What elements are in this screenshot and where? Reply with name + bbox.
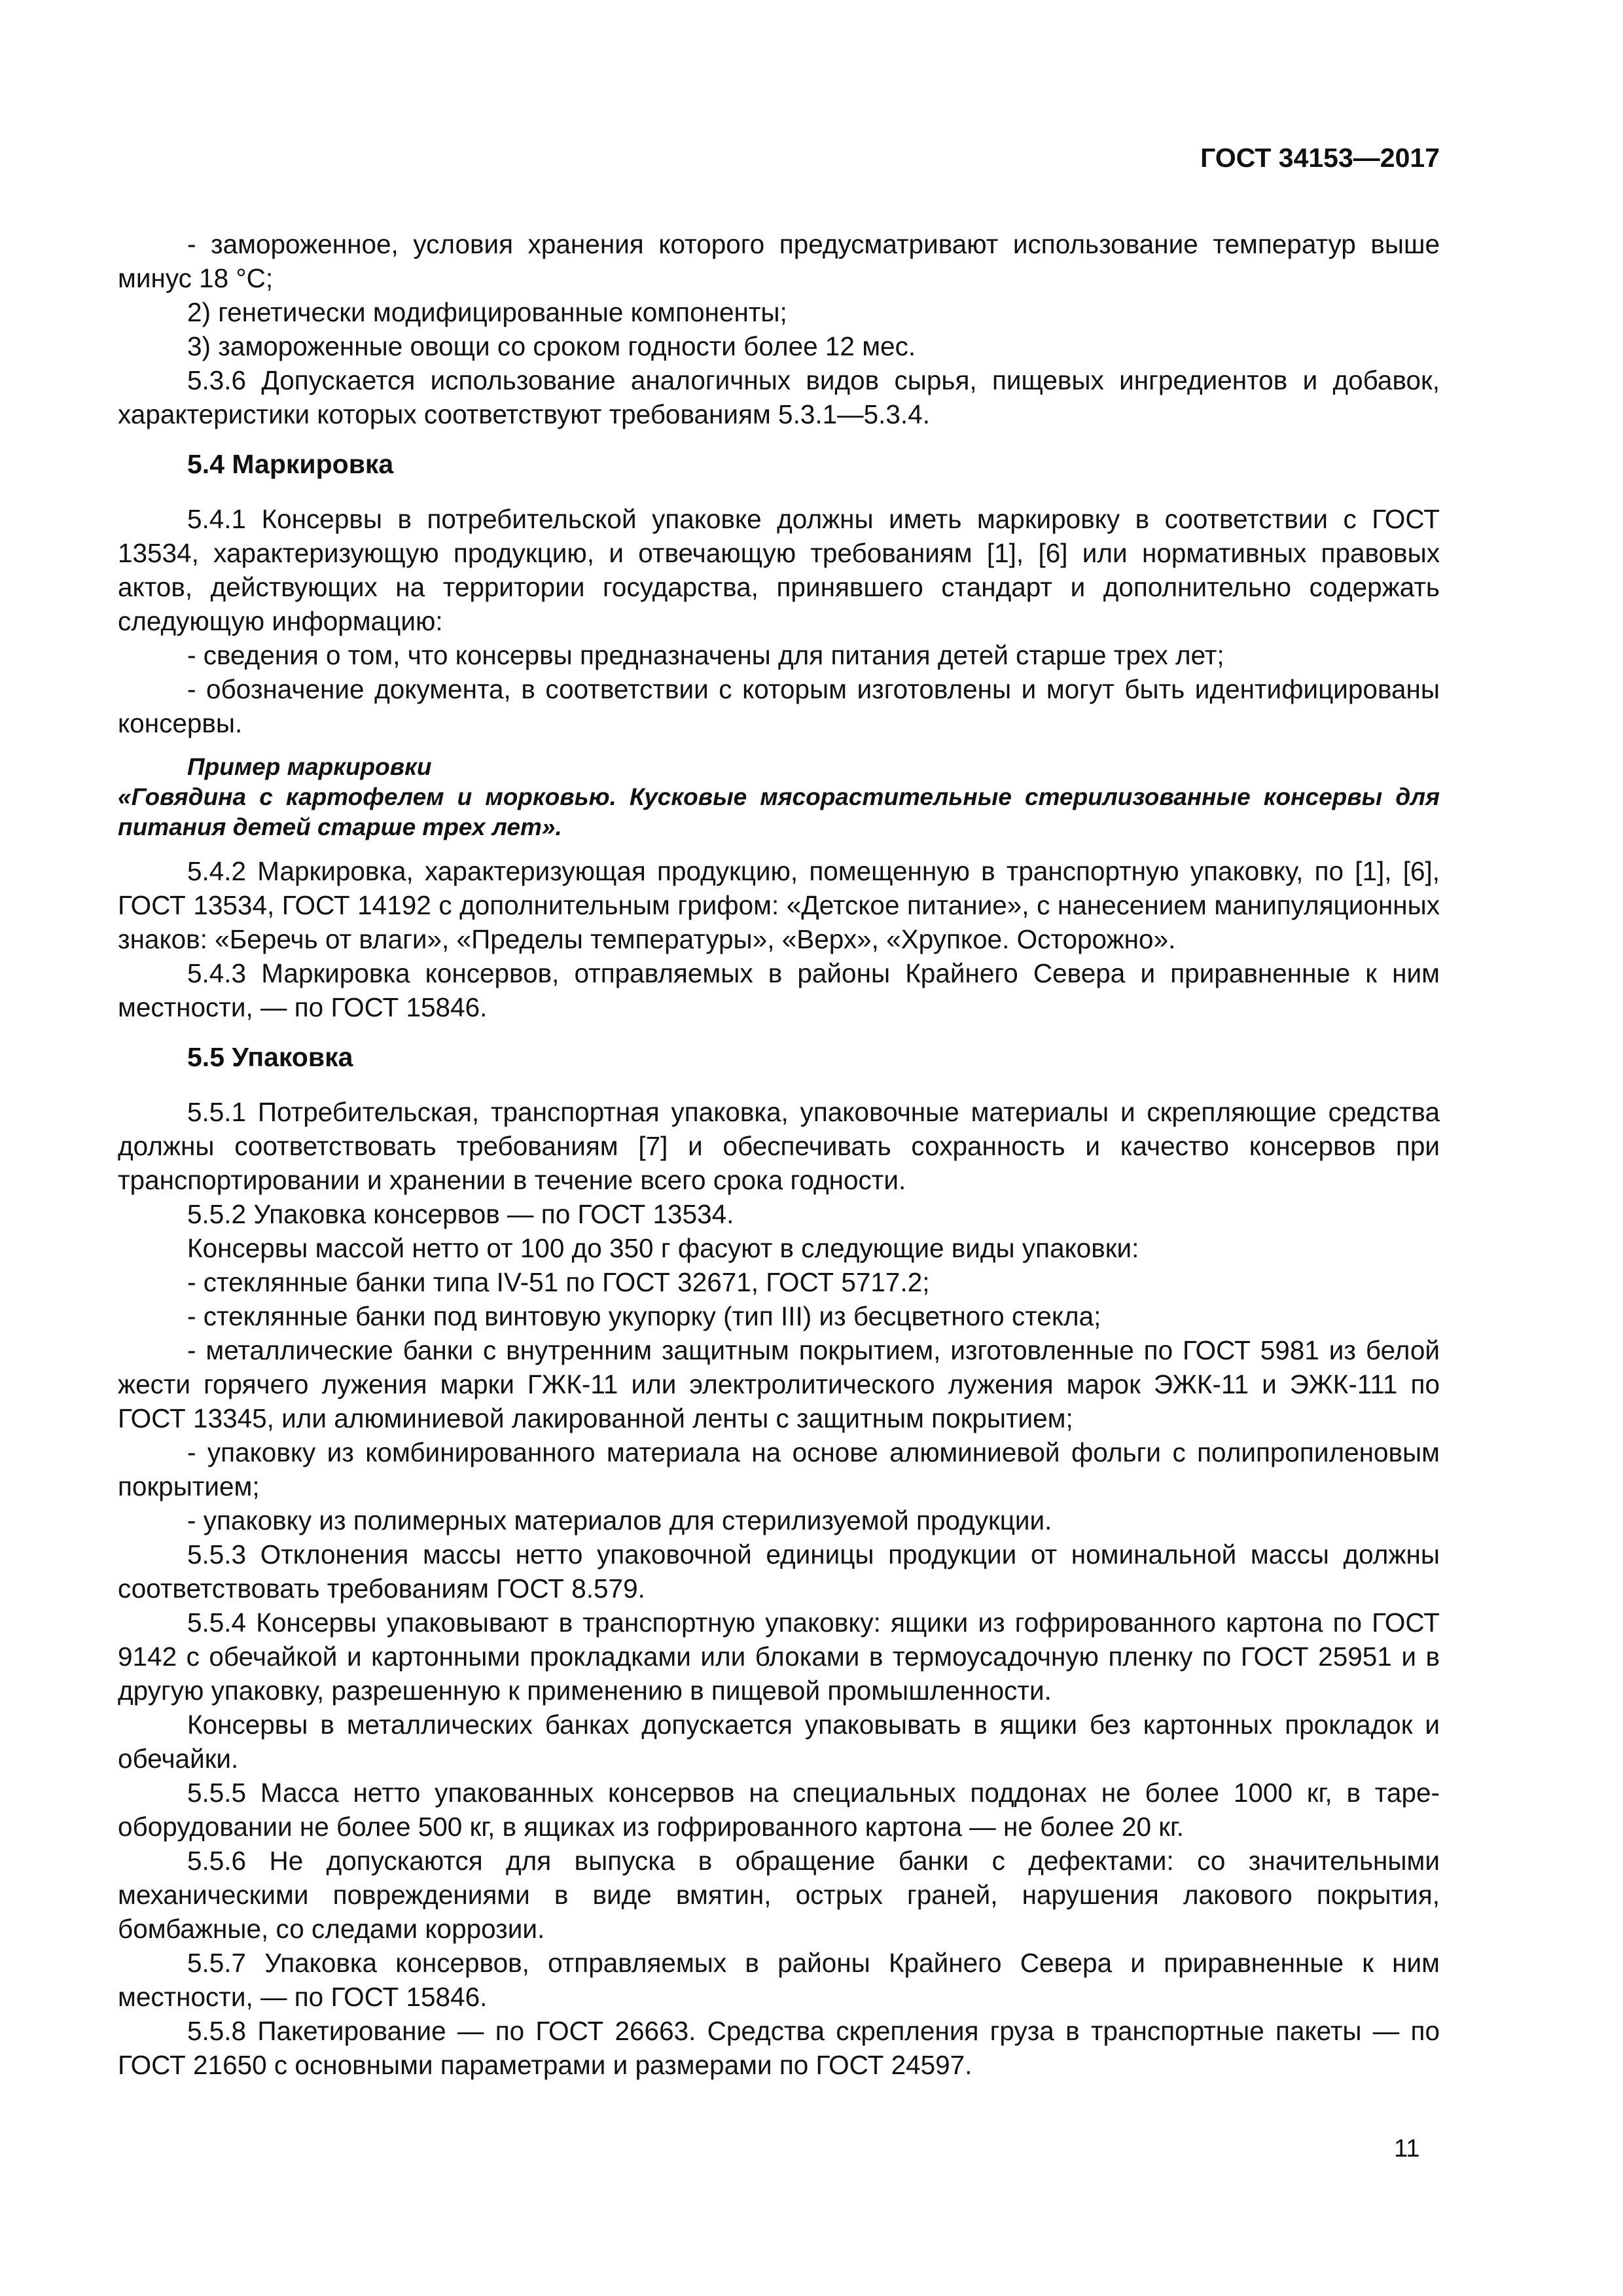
document-page (118, 141, 1440, 2082)
paragraph: - стеклянные банки под винтовую укупорку (тип III) из бесцветного стекла; (187, 1301, 1101, 1331)
paragraph: - сведения о том, что консервы предназначены для питания детей старше трех лет; (187, 640, 1224, 670)
paragraph: 5.4.2 Маркировка, характеризующая продукцию, помещенную в транспортную упаковку, по [1], [6], ГОСТ 13534, ГОСТ 14192 с дополнительным грифом: «Детское питание», с нанесением манипуляционных знаков: «Беречь от влаги», «Пределы температуры», «Верх», «Хрупкое. Осторожно». (118, 856, 1440, 954)
paragraph: - обозначение документа, в соответствии с которым изготовлены и могут быть идентифицированы консервы. (118, 674, 1440, 738)
paragraph: - замороженное, условия хранения которого предусматривают использование температур выше минус 18 °С; (118, 229, 1440, 293)
paragraph: 5.5.5 Масса нетто упакованных консервов на специальных поддонах не более 1000 кг, в таре-оборудовании не более 500 кг, в ящиках из гофрированного картона — не более 20 кг. (118, 1778, 1440, 1842)
paragraph: 5.5.3 Отклонения массы нетто упаковочной единицы продукции от номинальной массы должны соответствовать требованиям ГОСТ 8.579. (118, 1539, 1440, 1604)
paragraph: 2) генетически модифицированные компоненты; (187, 297, 787, 327)
paragraph: Консервы в металлических банках допускается упаковывать в ящики без картонных прокладок и обечайки. (118, 1710, 1440, 1774)
paragraph: - стеклянные банки типа IV-51 по ГОСТ 32671, ГОСТ 5717.2; (187, 1267, 930, 1297)
example-text: «Говядина с картофелем и морковью. Кусковые мясорастительные стерилизованные консервы для питания детей старше трех лет». (118, 783, 1440, 840)
example-title: Пример маркировки (187, 753, 432, 780)
paragraph: 3) замороженные овощи со сроком годности более 12 мес. (187, 331, 916, 361)
marking-example (118, 752, 1440, 842)
paragraph: 5.3.6 Допускается использование аналогичных видов сырья, пищевых ингредиентов и добавок, характеристики которых соответствуют требованиям 5.3.1—5.3.4. (118, 365, 1440, 429)
paragraph: - упаковку из комбинированного материала на основе алюминиевой фольги с полипропиленовым покрытием; (118, 1437, 1440, 1501)
paragraph: - металлические банки с внутренним защитным покрытием, изготовленные по ГОСТ 5981 из белой жести горячего лужения марки ГЖК-11 или электролитического лужения марок ЭЖК-11 и ЭЖК-111 по ГОСТ 13345, или алюминиевой лакированной ленты с защитным покрытием; (118, 1335, 1440, 1433)
paragraph: Консервы массой нетто от 100 до 350 г фасуют в следующие виды упаковки: (187, 1233, 1139, 1263)
paragraph: 5.5.6 Не допускаются для выпуска в обращение банки с дефектами: со значительными механическими повреждениями в виде вмятин, острых граней, нарушения лакового покрытия, бомбажные, со следами коррозии. (118, 1846, 1440, 1944)
paragraph: 5.4.1 Консервы в потребительской упаковке должны иметь маркировку в соответствии с ГОСТ 13534, характеризующую продукцию, и отвечающую требованиям [1], [6] или нормативных правовых актов, действующих на территории государства, принявшего стандарт и дополнительно содержать следующую информацию: (118, 504, 1440, 636)
paragraph: 5.5.1 Потребительская, транспортная упаковка, упаковочные материалы и скрепляющие средства должны соответствовать требованиям [7] и обеспечивать сохранность и качество консервов при транспортировании и хранении в течение всего срока годности. (118, 1097, 1440, 1195)
document-header: ГОСТ 34153—2017 (1200, 143, 1440, 173)
paragraph: - упаковку из полимерных материалов для стерилизуемой продукции. (187, 1505, 1052, 1535)
paragraph: 5.5.7 Упаковка консервов, отправляемых в районы Крайнего Севера и приравненные к ним местности, — по ГОСТ 15846. (118, 1948, 1440, 2012)
section-heading-5-4: 5.4 Маркировка (187, 449, 394, 479)
paragraph: 5.5.4 Консервы упаковывают в транспортную упаковку: ящики из гофрированного картона по ГОСТ 9142 с обечайкой и картонными прокладками или блоками в термоусадочную пленку по ГОСТ 25951 и в другую упаковку, разрешенную к применению в пищевой промышленности. (118, 1607, 1440, 1706)
paragraph: 5.5.2 Упаковка консервов — по ГОСТ 13534. (187, 1199, 734, 1229)
page-number: 11 (1394, 2135, 1420, 2162)
section-heading-5-5: 5.5 Упаковка (187, 1042, 353, 1072)
paragraph: 5.4.3 Маркировка консервов, отправляемых в районы Крайнего Севера и приравненные к ним местности, — по ГОСТ 15846. (118, 958, 1440, 1022)
paragraph: 5.5.8 Пакетирование — по ГОСТ 26663. Средства скрепления груза в транспортные пакеты — по ГОСТ 21650 с основными параметрами и размерами по ГОСТ 24597. (118, 2016, 1440, 2080)
